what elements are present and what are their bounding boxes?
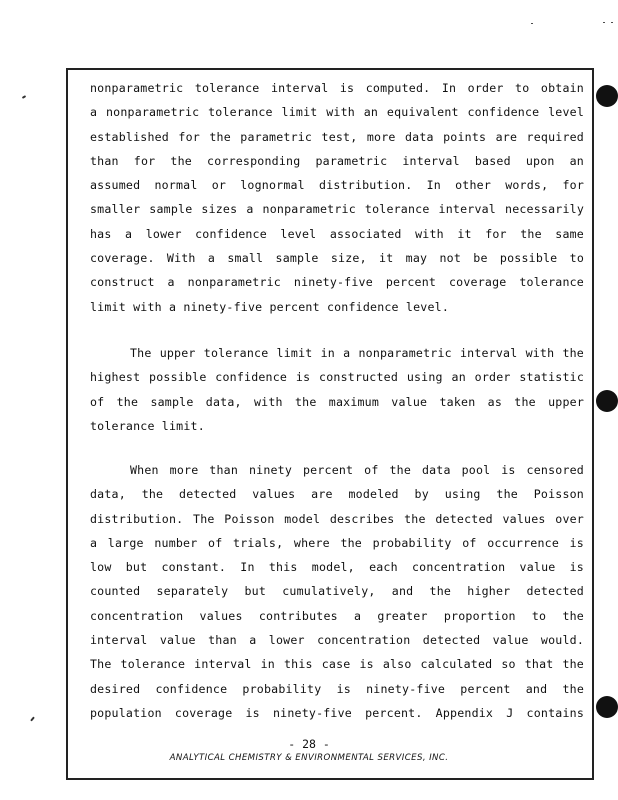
company-footer: ANALYTICAL CHEMISTRY & ENVIRONMENTAL SERVICES, INC. (169, 753, 449, 763)
scan-speck (22, 95, 26, 99)
text-line: nonparametric tolerance interval is computed. In order to obtain (90, 81, 584, 95)
binder-hole-middle (596, 390, 618, 412)
text-line: low but constant. In this model, each concentration value is (90, 560, 584, 575)
paragraph-1 (90, 76, 584, 319)
text-line: limit with a ninety-five percent confidence level. (90, 299, 450, 314)
paragraph-3 (90, 458, 584, 725)
page-number: - 28 - (288, 737, 330, 751)
text-line: established for the parametric test, more data points are required (90, 129, 584, 144)
text-line: highest possible confidence is constructed using an order statistic (90, 370, 584, 385)
text-line: a nonparametric tolerance limit with an equivalent confidence level (90, 105, 584, 120)
text-line: construct a nonparametric ninety-five percent coverage tolerance (90, 275, 584, 290)
text-line: data, the detected values are modeled by using the Poisson (90, 487, 584, 502)
binder-hole-top (596, 85, 618, 107)
text-line: assumed normal or lognormal distribution. In other words, for (90, 178, 584, 193)
text-line: concentration values contributes a greater proportion to the (90, 608, 584, 623)
text-line: smaller sample sizes a nonparametric tolerance interval necessarily (90, 202, 584, 217)
scan-speck (603, 22, 605, 23)
text-line: interval value than a lower concentration detected value would. (90, 633, 584, 648)
text-line: of the sample data, with the maximum value taken as the upper (90, 394, 584, 409)
scan-speck (531, 23, 533, 24)
text-line: The upper tolerance limit in a nonparametric interval with the (130, 346, 584, 360)
text-line: than for the corresponding parametric interval based upon an (90, 153, 584, 168)
binder-hole-bottom (596, 696, 618, 718)
text-line: tolerance limit. (90, 418, 205, 433)
scan-speck (611, 22, 613, 23)
text-line: desired confidence probability is ninety-five percent and the (90, 681, 584, 696)
text-line: When more than ninety percent of the data pool is censored (130, 463, 584, 477)
text-line: a large number of trials, where the probability of occurrence is (90, 535, 584, 550)
scan-speck (30, 716, 35, 721)
text-line: coverage. With a small sample size, it may not be possible to (90, 251, 584, 266)
text-line: distribution. The Poisson model describes the detected values over (90, 511, 584, 526)
text-line: The tolerance interval in this case is also calculated so that the (90, 657, 584, 672)
text-line: population coverage is ninety-five percent. Appendix J contains (90, 705, 584, 720)
text-line: counted separately but cumulatively, and the higher detected (90, 584, 584, 599)
paragraph-2 (90, 341, 584, 438)
text-line: has a lower confidence level associated with it for the same (90, 226, 584, 241)
